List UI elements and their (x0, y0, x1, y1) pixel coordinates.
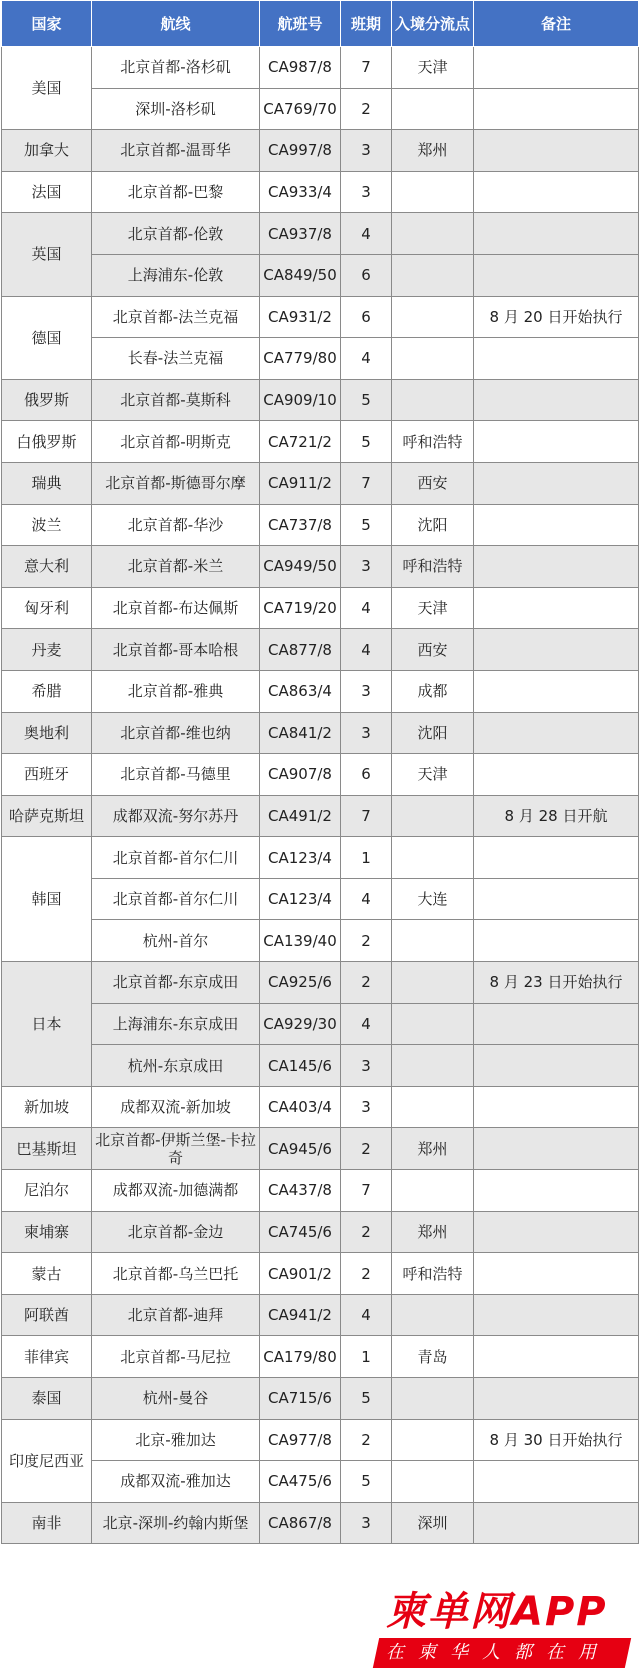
cell-route: 北京首都-雅典 (92, 670, 260, 712)
cell-country: 白俄罗斯 (2, 421, 92, 463)
cell-entry-point (392, 379, 474, 421)
cell-entry-point (392, 1461, 474, 1503)
cell-remarks (474, 213, 639, 255)
cell-frequency: 5 (341, 1378, 392, 1420)
cell-route: 北京首都-马德里 (92, 754, 260, 796)
flight-schedule-table (1, 0, 639, 1544)
cell-flight-number: CA745/6 (260, 1211, 341, 1253)
table-row (2, 296, 639, 338)
cell-frequency: 1 (341, 837, 392, 879)
cell-country: 哈萨克斯坦 (2, 795, 92, 837)
header-entry-point: 入境分流点 (392, 1, 474, 47)
cell-flight-number: CA925/6 (260, 962, 341, 1004)
cell-remarks (474, 629, 639, 671)
table-row (2, 338, 639, 380)
cell-frequency: 3 (341, 712, 392, 754)
header-flight-number: 航班号 (260, 1, 341, 47)
cell-entry-point (392, 1045, 474, 1087)
watermark-slogan: 在柬华人都在用 (386, 1642, 610, 1663)
cell-frequency: 5 (341, 1461, 392, 1503)
cell-flight-number: CA907/8 (260, 754, 341, 796)
cell-route: 北京首都-温哥华 (92, 130, 260, 172)
cell-frequency: 3 (341, 670, 392, 712)
cell-entry-point (392, 213, 474, 255)
table-row (2, 1086, 639, 1128)
cell-frequency: 4 (341, 213, 392, 255)
table-row (2, 1378, 639, 1420)
cell-flight-number: CA877/8 (260, 629, 341, 671)
table-row (2, 1253, 639, 1295)
cell-flight-number: CA145/6 (260, 1045, 341, 1087)
cell-entry-point: 郑州 (392, 1211, 474, 1253)
cell-remarks (474, 546, 639, 588)
cell-route: 北京首都-首尔仁川 (92, 878, 260, 920)
cell-remarks (474, 171, 639, 213)
cell-frequency: 3 (341, 171, 392, 213)
table-row (2, 878, 639, 920)
cell-frequency: 2 (341, 88, 392, 130)
cell-country: 西班牙 (2, 754, 92, 796)
cell-flight-number: CA475/6 (260, 1461, 341, 1503)
cell-entry-point (392, 1378, 474, 1420)
cell-route: 北京首都-哥本哈根 (92, 629, 260, 671)
watermark-logo-text: 柬单网APP (386, 1589, 608, 1635)
cell-flight-number: CA849/50 (260, 254, 341, 296)
cell-flight-number: CA437/8 (260, 1170, 341, 1212)
cell-entry-point (392, 171, 474, 213)
cell-flight-number: CA937/8 (260, 213, 341, 255)
cell-entry-point: 大连 (392, 878, 474, 920)
cell-flight-number: CA863/4 (260, 670, 341, 712)
cell-entry-point (392, 1170, 474, 1212)
cell-flight-number: CA737/8 (260, 504, 341, 546)
cell-route: 北京首都-维也纳 (92, 712, 260, 754)
cell-route: 北京首都-法兰克福 (92, 296, 260, 338)
table-row (2, 379, 639, 421)
cell-frequency: 3 (341, 1502, 392, 1544)
cell-route: 北京首都-莫斯科 (92, 379, 260, 421)
cell-remarks (474, 254, 639, 296)
cell-flight-number: CA901/2 (260, 1253, 341, 1295)
cell-entry-point: 沈阳 (392, 504, 474, 546)
cell-frequency: 4 (341, 878, 392, 920)
cell-country: 英国 (2, 213, 92, 296)
cell-remarks (474, 837, 639, 879)
cell-entry-point (392, 338, 474, 380)
table-row (2, 504, 639, 546)
cell-remarks (474, 130, 639, 172)
cell-frequency: 4 (341, 338, 392, 380)
table-row (2, 130, 639, 172)
cell-entry-point: 天津 (392, 587, 474, 629)
cell-remarks (474, 504, 639, 546)
cell-route: 北京首都-首尔仁川 (92, 837, 260, 879)
cell-flight-number: CA945/6 (260, 1128, 341, 1170)
cell-route: 成都双流-努尔苏丹 (92, 795, 260, 837)
table-row (2, 1170, 639, 1212)
watermark-logo (376, 1586, 640, 1670)
cell-flight-number: CA933/4 (260, 171, 341, 213)
table-row (2, 1294, 639, 1336)
cell-entry-point: 呼和浩特 (392, 1253, 474, 1295)
cell-entry-point (392, 837, 474, 879)
cell-frequency: 4 (341, 1003, 392, 1045)
cell-remarks (474, 1461, 639, 1503)
cell-route: 北京首都-东京成田 (92, 962, 260, 1004)
cell-flight-number: CA841/2 (260, 712, 341, 754)
table-row (2, 421, 639, 463)
cell-remarks: 8 月 23 日开始执行 (474, 962, 639, 1004)
cell-country: 泰国 (2, 1378, 92, 1420)
cell-country: 意大利 (2, 546, 92, 588)
table-row (2, 962, 639, 1004)
cell-entry-point (392, 1294, 474, 1336)
table-row (2, 795, 639, 837)
cell-flight-number: CA949/50 (260, 546, 341, 588)
header-route: 航线 (92, 1, 260, 47)
cell-flight-number: CA403/4 (260, 1086, 341, 1128)
cell-frequency: 2 (341, 1128, 392, 1170)
cell-entry-point: 郑州 (392, 1128, 474, 1170)
cell-flight-number: CA715/6 (260, 1378, 341, 1420)
table-row (2, 754, 639, 796)
cell-country: 印度尼西亚 (2, 1419, 92, 1502)
cell-flight-number: CA867/8 (260, 1502, 341, 1544)
cell-frequency: 2 (341, 962, 392, 1004)
cell-entry-point (392, 88, 474, 130)
cell-flight-number: CA997/8 (260, 130, 341, 172)
cell-country: 波兰 (2, 504, 92, 546)
table-header-row (2, 1, 639, 47)
cell-remarks (474, 1502, 639, 1544)
cell-entry-point (392, 1086, 474, 1128)
cell-flight-number: CA491/2 (260, 795, 341, 837)
cell-country: 巴基斯坦 (2, 1128, 92, 1170)
cell-remarks (474, 712, 639, 754)
cell-country: 俄罗斯 (2, 379, 92, 421)
cell-frequency: 4 (341, 1294, 392, 1336)
cell-country: 柬埔寨 (2, 1211, 92, 1253)
cell-entry-point: 呼和浩特 (392, 421, 474, 463)
cell-frequency: 7 (341, 47, 392, 89)
cell-frequency: 2 (341, 1253, 392, 1295)
header-country: 国家 (2, 1, 92, 47)
cell-country: 南非 (2, 1502, 92, 1544)
table-row (2, 171, 639, 213)
cell-frequency: 1 (341, 1336, 392, 1378)
cell-country: 丹麦 (2, 629, 92, 671)
cell-remarks (474, 878, 639, 920)
cell-route: 北京首都-米兰 (92, 546, 260, 588)
cell-route: 上海浦东-伦敦 (92, 254, 260, 296)
table-row (2, 1045, 639, 1087)
cell-route: 杭州-首尔 (92, 920, 260, 962)
cell-remarks: 8 月 30 日开始执行 (474, 1419, 639, 1461)
cell-remarks (474, 47, 639, 89)
cell-frequency: 7 (341, 462, 392, 504)
cell-remarks (474, 670, 639, 712)
cell-route: 成都双流-加德满都 (92, 1170, 260, 1212)
cell-route: 深圳-洛杉矶 (92, 88, 260, 130)
cell-frequency: 6 (341, 754, 392, 796)
cell-entry-point: 西安 (392, 629, 474, 671)
cell-remarks: 8 月 20 日开始执行 (474, 296, 639, 338)
cell-route: 北京首都-马尼拉 (92, 1336, 260, 1378)
cell-frequency: 2 (341, 1211, 392, 1253)
table-row (2, 88, 639, 130)
cell-remarks (474, 421, 639, 463)
cell-route: 北京首都-明斯克 (92, 421, 260, 463)
table-row (2, 1419, 639, 1461)
cell-entry-point (392, 920, 474, 962)
cell-country: 希腊 (2, 670, 92, 712)
cell-route: 长春-法兰克福 (92, 338, 260, 380)
table-row (2, 837, 639, 879)
cell-flight-number: CA909/10 (260, 379, 341, 421)
cell-flight-number: CA987/8 (260, 47, 341, 89)
table-row (2, 712, 639, 754)
cell-country: 美国 (2, 47, 92, 130)
table-row (2, 1461, 639, 1503)
cell-country: 尼泊尔 (2, 1170, 92, 1212)
cell-frequency: 6 (341, 296, 392, 338)
cell-flight-number: CA179/80 (260, 1336, 341, 1378)
cell-remarks (474, 1086, 639, 1128)
cell-remarks (474, 920, 639, 962)
cell-flight-number: CA719/20 (260, 587, 341, 629)
cell-frequency: 2 (341, 1419, 392, 1461)
cell-country: 阿联酋 (2, 1294, 92, 1336)
cell-country: 韩国 (2, 837, 92, 962)
cell-route: 成都双流-雅加达 (92, 1461, 260, 1503)
table-row (2, 213, 639, 255)
cell-flight-number: CA941/2 (260, 1294, 341, 1336)
cell-entry-point: 成都 (392, 670, 474, 712)
cell-flight-number: CA977/8 (260, 1419, 341, 1461)
cell-country: 菲律宾 (2, 1336, 92, 1378)
table-row (2, 47, 639, 89)
cell-entry-point: 西安 (392, 462, 474, 504)
cell-remarks (474, 88, 639, 130)
cell-country: 日本 (2, 962, 92, 1087)
cell-entry-point: 呼和浩特 (392, 546, 474, 588)
cell-route: 成都双流-新加坡 (92, 1086, 260, 1128)
cell-remarks (474, 754, 639, 796)
table-body (2, 47, 639, 1544)
table-row (2, 1128, 639, 1170)
table-row (2, 254, 639, 296)
cell-route: 北京-雅加达 (92, 1419, 260, 1461)
cell-frequency: 2 (341, 920, 392, 962)
cell-remarks (474, 1336, 639, 1378)
table-row (2, 920, 639, 962)
cell-frequency: 5 (341, 379, 392, 421)
cell-flight-number: CA721/2 (260, 421, 341, 463)
cell-flight-number: CA139/40 (260, 920, 341, 962)
cell-remarks (474, 462, 639, 504)
cell-entry-point: 郑州 (392, 130, 474, 172)
cell-entry-point (392, 795, 474, 837)
cell-route: 北京首都-华沙 (92, 504, 260, 546)
cell-remarks (474, 338, 639, 380)
cell-flight-number: CA931/2 (260, 296, 341, 338)
cell-frequency: 3 (341, 130, 392, 172)
table-row (2, 670, 639, 712)
cell-entry-point: 沈阳 (392, 712, 474, 754)
cell-frequency: 4 (341, 629, 392, 671)
table-row (2, 1502, 639, 1544)
cell-entry-point (392, 1003, 474, 1045)
cell-remarks (474, 379, 639, 421)
cell-route: 北京首都-巴黎 (92, 171, 260, 213)
cell-country: 蒙古 (2, 1253, 92, 1295)
table-row (2, 546, 639, 588)
cell-flight-number: CA911/2 (260, 462, 341, 504)
header-frequency: 班期 (341, 1, 392, 47)
cell-remarks (474, 1294, 639, 1336)
cell-frequency: 7 (341, 795, 392, 837)
cell-frequency: 3 (341, 546, 392, 588)
cell-route: 杭州-曼谷 (92, 1378, 260, 1420)
cell-country: 德国 (2, 296, 92, 379)
cell-route: 北京首都-布达佩斯 (92, 587, 260, 629)
cell-route: 北京首都-金边 (92, 1211, 260, 1253)
table-row (2, 1003, 639, 1045)
cell-route: 北京首都-乌兰巴托 (92, 1253, 260, 1295)
header-remarks: 备注 (474, 1, 639, 47)
cell-entry-point (392, 962, 474, 1004)
table-row (2, 1336, 639, 1378)
cell-frequency: 5 (341, 421, 392, 463)
table-row (2, 629, 639, 671)
cell-remarks (474, 1253, 639, 1295)
cell-remarks (474, 1003, 639, 1045)
table-row (2, 462, 639, 504)
cell-route: 上海浦东-东京成田 (92, 1003, 260, 1045)
table-row (2, 587, 639, 629)
cell-flight-number: CA123/4 (260, 837, 341, 879)
cell-entry-point: 深圳 (392, 1502, 474, 1544)
cell-frequency: 3 (341, 1045, 392, 1087)
cell-country: 奥地利 (2, 712, 92, 754)
cell-entry-point (392, 1419, 474, 1461)
cell-flight-number: CA769/70 (260, 88, 341, 130)
cell-remarks (474, 1211, 639, 1253)
cell-remarks (474, 1378, 639, 1420)
cell-route: 杭州-东京成田 (92, 1045, 260, 1087)
cell-route: 北京首都-伦敦 (92, 213, 260, 255)
cell-route: 北京首都-伊斯兰堡-卡拉奇 (92, 1128, 260, 1170)
cell-entry-point: 天津 (392, 754, 474, 796)
cell-route: 北京首都-迪拜 (92, 1294, 260, 1336)
cell-country: 加拿大 (2, 130, 92, 172)
cell-frequency: 3 (341, 1086, 392, 1128)
cell-flight-number: CA123/4 (260, 878, 341, 920)
cell-route: 北京-深圳-约翰内斯堡 (92, 1502, 260, 1544)
cell-remarks (474, 587, 639, 629)
table-row (2, 1211, 639, 1253)
cell-frequency: 4 (341, 587, 392, 629)
cell-flight-number: CA929/30 (260, 1003, 341, 1045)
cell-flight-number: CA779/80 (260, 338, 341, 380)
cell-country: 瑞典 (2, 462, 92, 504)
cell-remarks (474, 1128, 639, 1170)
cell-remarks: 8 月 28 日开航 (474, 795, 639, 837)
cell-frequency: 7 (341, 1170, 392, 1212)
cell-entry-point: 青岛 (392, 1336, 474, 1378)
cell-frequency: 6 (341, 254, 392, 296)
cell-entry-point (392, 254, 474, 296)
cell-remarks (474, 1170, 639, 1212)
cell-remarks (474, 1045, 639, 1087)
cell-country: 匈牙利 (2, 587, 92, 629)
cell-frequency: 5 (341, 504, 392, 546)
cell-route: 北京首都-洛杉矶 (92, 47, 260, 89)
cell-country: 法国 (2, 171, 92, 213)
cell-entry-point (392, 296, 474, 338)
cell-route: 北京首都-斯德哥尔摩 (92, 462, 260, 504)
cell-country: 新加坡 (2, 1086, 92, 1128)
cell-entry-point: 天津 (392, 47, 474, 89)
